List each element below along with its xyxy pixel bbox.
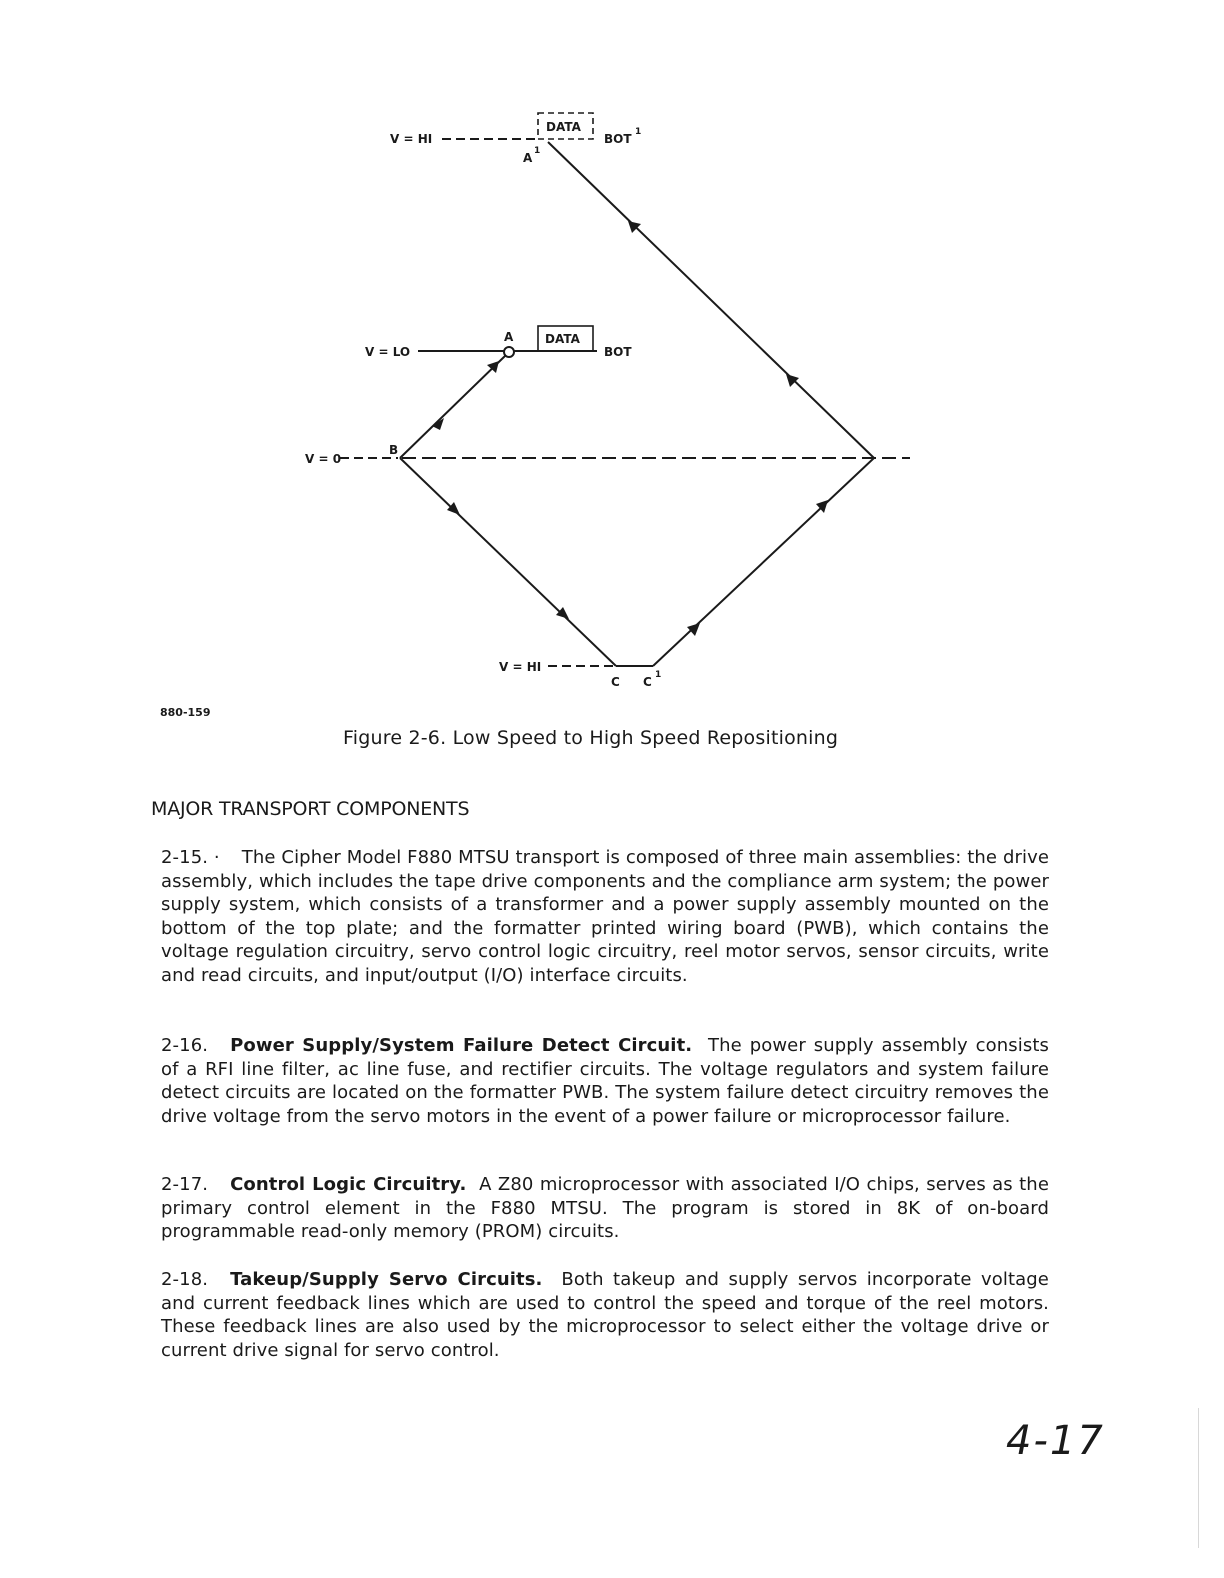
path-c1-to-right: [653, 458, 874, 666]
paragraph-title: Control Logic Circuitry.: [230, 1174, 467, 1195]
paragraph-title: Power Supply/System Failure Detect Circuit.: [230, 1035, 693, 1056]
point-a-label: A: [504, 330, 514, 344]
point-a1-label: A: [523, 151, 533, 165]
v-zero-label: V = 0: [305, 452, 342, 466]
bot-top-label: BOT: [604, 132, 632, 146]
arrow-up-left-lower: [786, 374, 799, 387]
v-hi-top-label: V = HI: [390, 132, 433, 146]
point-c1-label: C: [643, 675, 652, 689]
paragraph-number: 2-16.: [161, 1035, 209, 1056]
arrow-up-right-c1: [687, 623, 700, 636]
bot-top-superscript: 1: [635, 127, 642, 137]
paragraph-text: A Z80 microprocessor with associated I/O chips, serves as the primary control element in the F880 MTSU. The program is stored in 8K of on-board programmable read-only memory (PROM) circuits.: [161, 1174, 1049, 1242]
paragraph-text: The Cipher Model F880 MTSU transport is composed of three main assemblies: the drive assembly, which includes the tape drive components and the compliance arm system; the power supply system, which consists of a transformer and a power supply assembly mounted on the bottom of the top plate; and the formatter printed wiring board (PWB), which contains the voltage regulation circuitry, servo control logic circuitry, reel motor servos, sensor circuits, write and read circuits, and input/output (I/O) interface circuits.: [161, 847, 1050, 986]
path-a-to-b: [400, 356, 505, 458]
repositioning-diagram: [0, 0, 1224, 720]
data-top-label: DATA: [546, 120, 581, 134]
data-mid-label: DATA: [545, 332, 580, 346]
v-hi-bottom-label: V = HI: [499, 660, 542, 674]
point-a-marker: [504, 347, 514, 357]
figure-caption: Figure 2-6. Low Speed to High Speed Repositioning: [343, 727, 839, 749]
point-c1-superscript: 1: [655, 670, 662, 680]
handwritten-page-number: 4-17: [1006, 1418, 1105, 1464]
paragraph-number: 2-15. ·: [161, 847, 220, 868]
path-a1-to-right: [548, 142, 874, 458]
point-a1-superscript: 1: [534, 146, 541, 156]
paragraph-2-15: [161, 846, 1049, 987]
figure-id: 880-159: [160, 706, 211, 719]
path-b-to-c: [400, 458, 616, 666]
paragraph-2-18: [161, 1268, 1049, 1362]
point-c-label: C: [611, 675, 620, 689]
paragraph-2-16: [161, 1034, 1049, 1128]
paragraph-text: Both takeup and supply servos incorporate voltage and current feedback lines which are used to control the speed and torque of the reel motors. These feedback lines are also used by the microprocessor to select either the voltage drive or current drive signal for servo control.: [161, 1269, 1049, 1361]
paragraph-number: 2-18.: [161, 1269, 209, 1290]
paragraph-text: The power supply assembly consists of a RFI line filter, ac line fuse, and rectifier circuits. The voltage regulators and system failure detect circuits are located on the formatter PWB. The system failure detect circuitry removes the drive voltage from the servo motors in the event of a power failure or microprocessor failure.: [161, 1035, 1049, 1127]
point-b-label: B: [389, 443, 399, 457]
paragraph-title: Takeup/Supply Servo Circuits.: [230, 1269, 543, 1290]
paragraph-2-17: [161, 1173, 1049, 1244]
bot-mid-label: BOT: [604, 345, 632, 359]
scan-edge-line: [1198, 1408, 1199, 1548]
v-lo-label: V = LO: [365, 345, 411, 359]
paragraph-number: 2-17.: [161, 1174, 209, 1195]
section-heading: MAJOR TRANSPORT COMPONENTS: [151, 798, 470, 820]
